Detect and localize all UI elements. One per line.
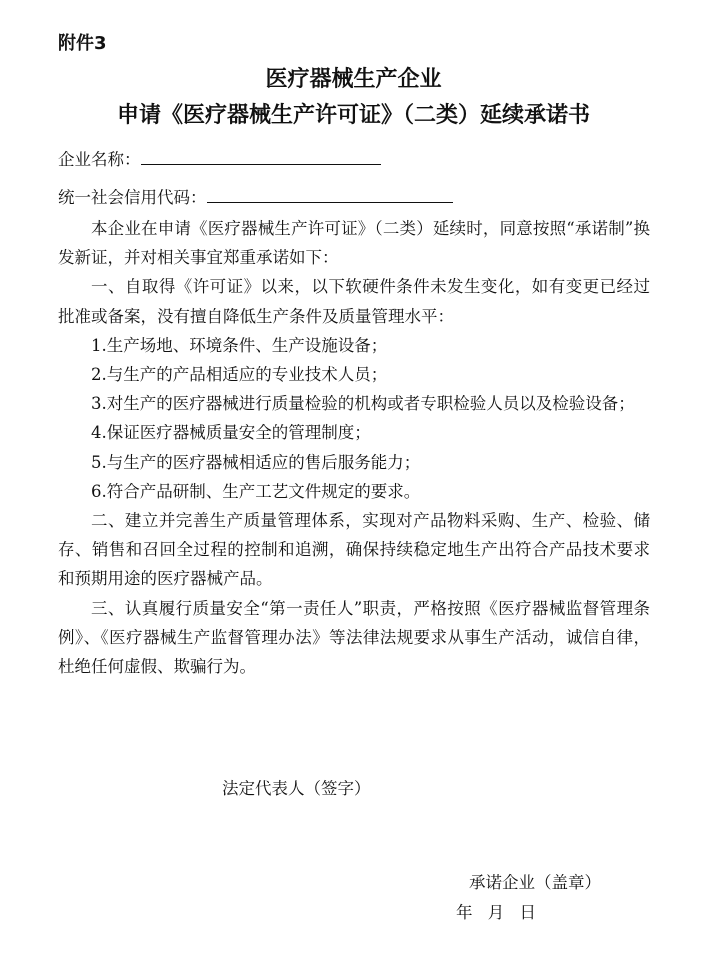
- credit-code-blank: [207, 186, 453, 203]
- document-title-line2: 申请《医疗器械生产许可证》（二类）延续承诺书: [116, 103, 590, 128]
- clause-3-paragraph: 三、认真履行质量安全“第一责任人”职责，严格按照《医疗器械监督管理条例》、《医疗器械生产监督管理办法》等法律法规要求从事生产活动，诚信自律，杜绝任何虚假、欺骗行为。: [58, 598, 650, 677]
- list-item: 6.符合产品研制、生产工艺文件规定的要求。: [91, 481, 421, 501]
- clause-2-paragraph: [58, 506, 650, 594]
- company-name-label: 企业名称：: [58, 150, 141, 169]
- company-name-blank: [141, 148, 381, 165]
- credit-code-label: 统一社会信用代码：: [58, 188, 207, 207]
- clause-2-text: 二、建立并完善生产质量管理体系，实现对产品物料采购、生产、检验、储存、销售和召回全过程的控制和追溯，确保持续稳定地生产出: [58, 511, 650, 560]
- date-line: 年 月 日: [456, 903, 536, 922]
- list-item: 3.对生产的医疗器械进行质量检验的机构或者专职检验人员以及检验设备；: [91, 394, 635, 414]
- clause-2-text-end: 符合产品技术要求和预期用途的医疗器械产品。: [58, 540, 651, 589]
- commitment-body: [58, 214, 650, 681]
- list-item: 4.保证医疗器械质量安全的管理制度；: [91, 423, 371, 443]
- attachment-label: 附件3: [58, 33, 107, 54]
- clause-1-paragraph: 一、自取得《许可证》以来，以下软硬件条件未发生变化，如有变更已经过批准或备案，没有擅自降低生产条件及质量管理水平：: [58, 277, 650, 326]
- company-name-field: [58, 148, 381, 172]
- list-item: 2.与生产的产品相适应的专业技术人员；: [91, 365, 388, 385]
- intro-paragraph: 本企业在申请《医疗器械生产许可证》（二类）延续时，同意按照“承诺制”换发新证，并对相关事宜郑重承诺如下：: [58, 219, 650, 268]
- legal-representative-signature: 法定代表人（签字）: [222, 779, 371, 798]
- list-item: 5.与生产的医疗器械相适应的售后服务能力；: [91, 452, 421, 472]
- list-item: 1.生产场地、环境条件、生产设施设备；: [91, 335, 388, 355]
- document-title-line1: 医疗器械生产企业: [265, 67, 442, 92]
- credit-code-field: [58, 186, 453, 210]
- company-seal-label: 承诺企业（盖章）: [469, 873, 601, 892]
